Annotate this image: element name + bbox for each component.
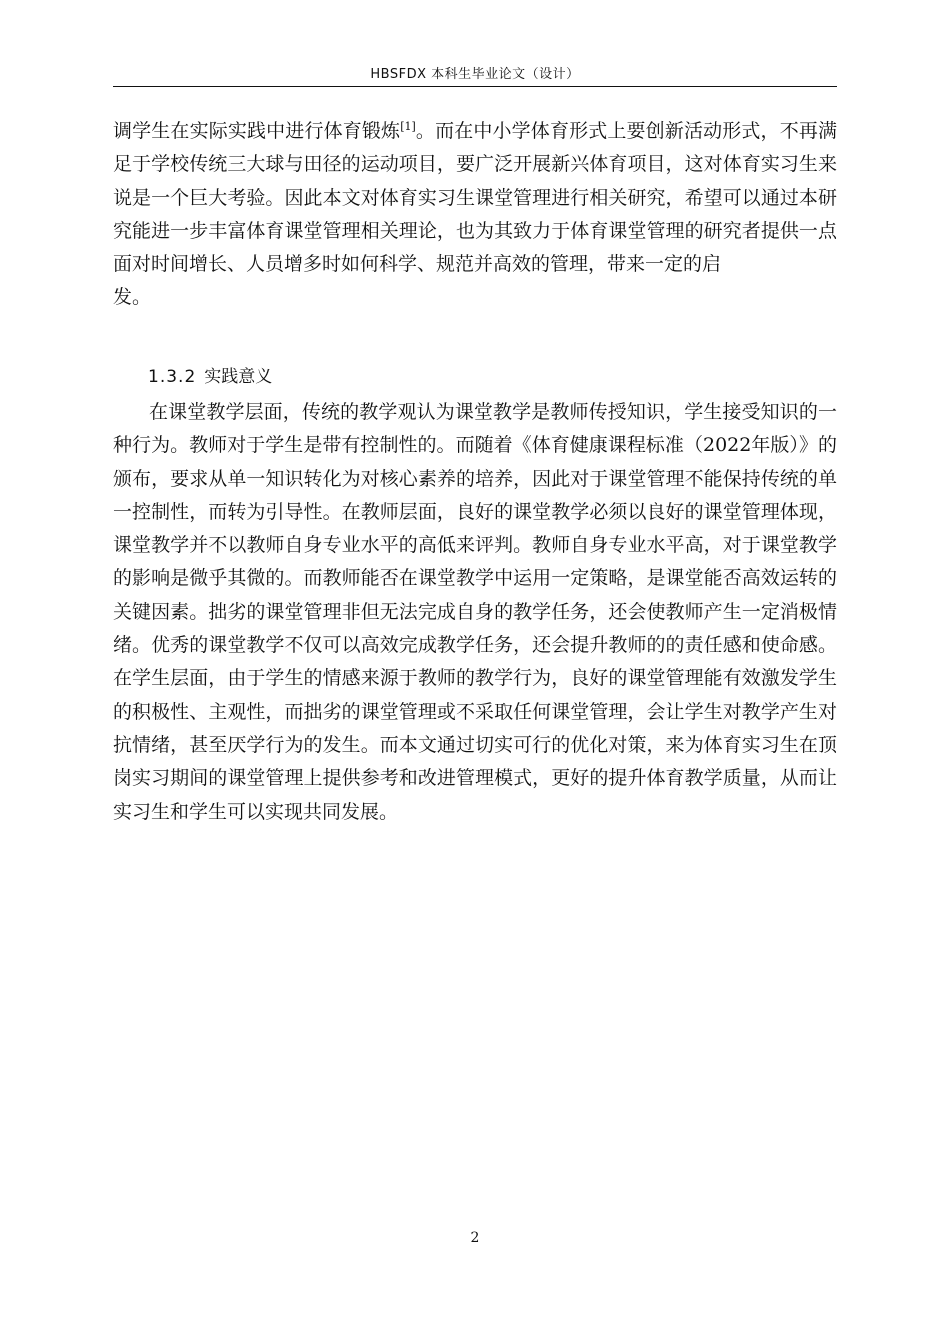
paragraph-practical-significance [113,396,837,829]
paragraph-text-start: 调学生在实际实践中进行体育锻炼 [113,120,401,142]
paragraph-text-rest: 。而在中小学体育形式上要创新活动形式，不再满足于学校传统三大球与田径的运动项目，要广泛开展新兴体育项目，这对体育实习生来说是一个巨大考验。因此本文对体育实习生课堂管理进行相关研究，希望可以通过本研究能进一步丰富体育课堂管理相关理论，也为其致力于体育课堂管理的研究者提供一点面对时间增长、人员增多时如何科学、规范并高效的管理，带来一定的启 [113,120,837,276]
header-rule [113,86,837,87]
section-number: 1.3.2 [148,367,197,387]
paragraph-text [113,115,837,315]
section-title: 实践意义 [204,367,273,387]
citation-marker[interactable]: [1] [400,120,416,133]
paragraph-continuation [113,115,837,315]
page-number: 2 [470,1230,480,1246]
paragraph-text-last: 发。 [113,286,152,309]
running-header: HBSFDX 本科生毕业论文（设计） [370,67,580,82]
paragraph-text: 在课堂教学层面，传统的教学观认为课堂教学是教师传授知识，学生接受知识的一种行为。教师对于学生是带有控制性的。而随着《体育健康课程标准（2022年版）》的颁布，要求从单一知识转化为对核心素养的培养，因此对于课堂管理不能保持传统的单一控制性，而转为引导性。在教师层面，良好的课堂教学必须以良好的课堂管理体现，课堂教学并不以教师自身专业水平的高低来评判。教师自身专业水平高，对于课堂教学的影响是微乎其微的。而教师能否在课堂教学中运用一定策略，是课堂能否高效运转的关键因素。拙劣的课堂管理非但无法完成自身的教学任务，还会使教师产生一定消极情绪。优秀的课堂教学不仅可以高效完成教学任务，还会提升教师的的责任感和使命感。在学生层面，由于学生的情感来源于教师的教学行为，良好的课堂管理能有效激发学生的积极性、主观性，而拙劣的课堂管理或不采取任何课堂管理，会让学生对教学产生对抗情绪，甚至厌学行为的发生。而本文通过切实可行的优化对策，来为体育实习生在顶岗实习期间的课堂管理上提供参考和改进管理模式，更好的提升体育教学质量，从而让实习生和学生可以实现共同发展。 [113,401,837,823]
section-heading [148,363,272,391]
